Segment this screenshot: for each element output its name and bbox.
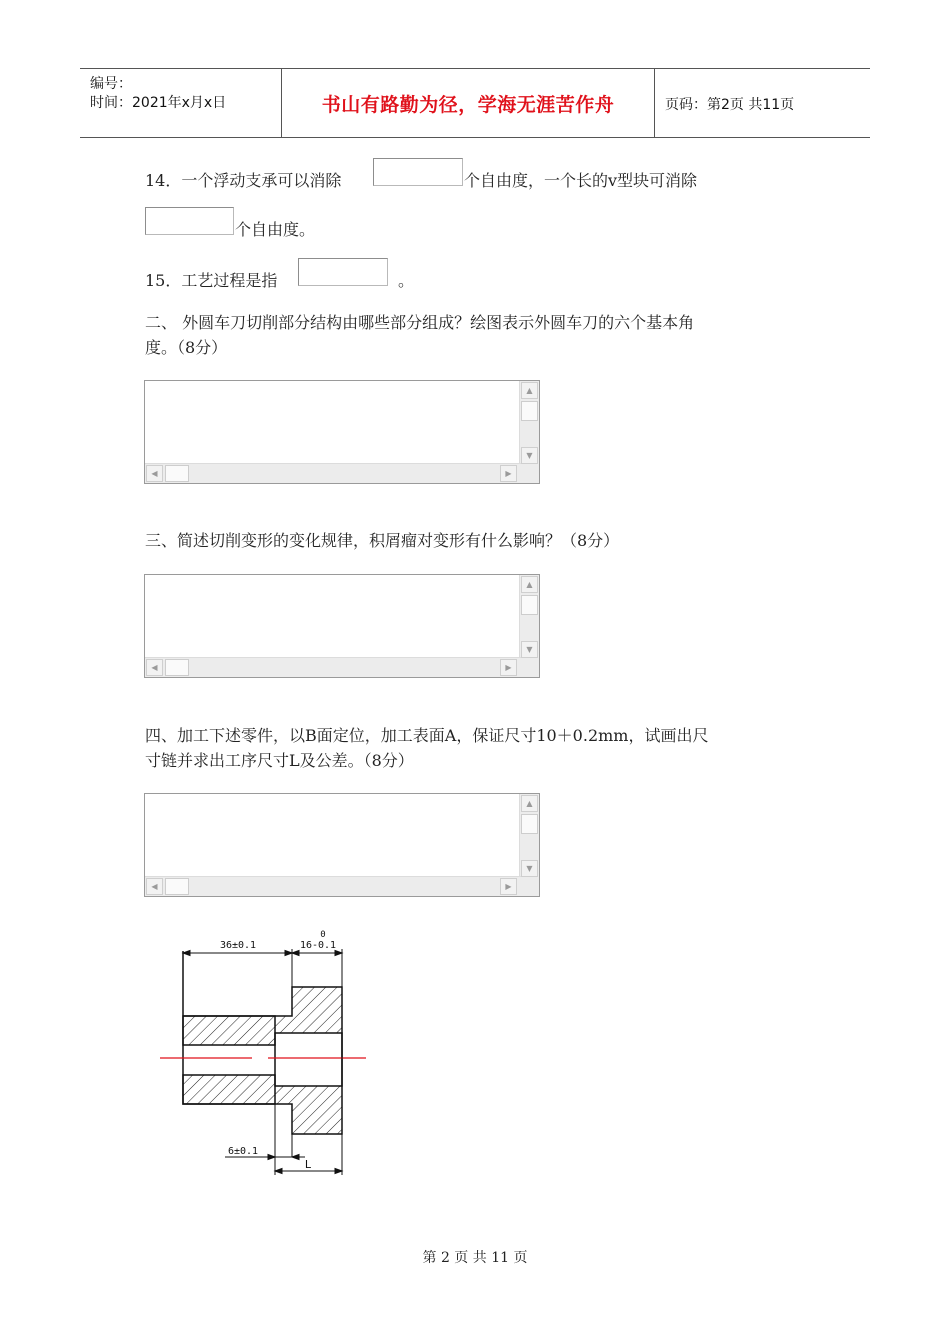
q14-text-2: 个自由度，一个长的v型块可消除 xyxy=(464,171,698,190)
hatched-section xyxy=(275,1086,342,1134)
dim-label-L: L xyxy=(304,1158,312,1171)
horizontal-scrollbar[interactable] xyxy=(145,657,521,677)
dim-label-16: 16-0.1 xyxy=(299,940,337,951)
section4-question-line2: 寸链并求出工序尺寸L及公差。（8分） xyxy=(145,751,414,770)
scroll-left-icon[interactable]: ◀ xyxy=(146,659,163,676)
q14-answer-field-1[interactable] xyxy=(373,158,463,186)
scroll-left-icon[interactable]: ◀ xyxy=(146,465,163,482)
header-page-label: 页码：第2页 共11页 xyxy=(665,97,795,113)
scroll-down-icon[interactable]: ▼ xyxy=(521,447,538,464)
hatched-section xyxy=(275,987,342,1033)
scroll-thumb[interactable] xyxy=(165,659,189,676)
scroll-thumb[interactable] xyxy=(521,814,538,834)
q14-text-1: 14．一个浮动支承可以消除 xyxy=(145,171,342,190)
scroll-right-icon[interactable]: ▶ xyxy=(500,878,517,895)
dim-label-6: 6±0.1 xyxy=(227,1146,259,1157)
header-number-label: 编号： xyxy=(90,76,132,92)
scroll-thumb[interactable] xyxy=(521,401,538,421)
horizontal-scrollbar[interactable] xyxy=(145,463,521,483)
section4-answer-textarea[interactable] xyxy=(144,793,540,897)
scroll-up-icon[interactable]: ▲ xyxy=(521,382,538,399)
section2-answer-textarea[interactable] xyxy=(144,380,540,484)
scroll-left-icon[interactable]: ◀ xyxy=(146,878,163,895)
page-footer: 第 2 页 共 11 页 xyxy=(422,1250,528,1266)
section3-answer-textarea[interactable] xyxy=(144,574,540,678)
vertical-scrollbar[interactable] xyxy=(519,381,539,465)
q14-text-3: 个自由度。 xyxy=(235,220,316,239)
horizontal-scrollbar[interactable] xyxy=(145,876,521,896)
scroll-down-icon[interactable]: ▼ xyxy=(521,860,538,877)
page-header xyxy=(80,68,870,138)
q15-text-1: 15．工艺过程是指 xyxy=(145,271,278,290)
scroll-thumb[interactable] xyxy=(521,595,538,615)
q14-answer-field-2[interactable] xyxy=(145,207,234,235)
scroll-right-icon[interactable]: ▶ xyxy=(500,659,517,676)
section3-question: 三、简述切削变形的变化规律，积屑瘤对变形有什么影响？（8分） xyxy=(145,531,620,550)
hatched-section xyxy=(183,1016,275,1045)
hatched-section xyxy=(183,1075,275,1104)
header-time-label: 时间：2021年x月x日 xyxy=(90,95,227,111)
header-motto: 书山有路勤为径，学海无涯苦作舟 xyxy=(321,93,615,116)
dim-label-16-upper-tol: 0 xyxy=(320,930,326,940)
section4-question-line1: 四、加工下述零件，以B面定位，加工表面A，保证尺寸10＋0.2mm，试画出尺 xyxy=(145,726,709,745)
vertical-scrollbar[interactable] xyxy=(519,575,539,659)
scrollbar-corner xyxy=(520,464,539,483)
scroll-up-icon[interactable]: ▲ xyxy=(521,576,538,593)
scroll-down-icon[interactable]: ▼ xyxy=(521,641,538,658)
q15-text-2: 。 xyxy=(398,271,415,290)
header-divider xyxy=(654,69,655,137)
q15-answer-field[interactable] xyxy=(298,258,388,286)
section2-question-line1: 二、 外圆车刀切削部分结构由哪些部分组成？绘图表示外圆车刀的六个基本角 xyxy=(145,313,695,332)
vertical-scrollbar[interactable] xyxy=(519,794,539,878)
scroll-thumb[interactable] xyxy=(165,465,189,482)
scrollbar-corner xyxy=(520,658,539,677)
dim-label-36: 36±0.1 xyxy=(219,940,257,951)
scroll-up-icon[interactable]: ▲ xyxy=(521,795,538,812)
section2-question-line2: 度。（8分） xyxy=(145,338,228,357)
scroll-thumb[interactable] xyxy=(165,878,189,895)
scroll-right-icon[interactable]: ▶ xyxy=(500,465,517,482)
scrollbar-corner xyxy=(520,877,539,896)
dimension-lines xyxy=(183,949,342,1175)
part-drawing xyxy=(150,925,380,1185)
